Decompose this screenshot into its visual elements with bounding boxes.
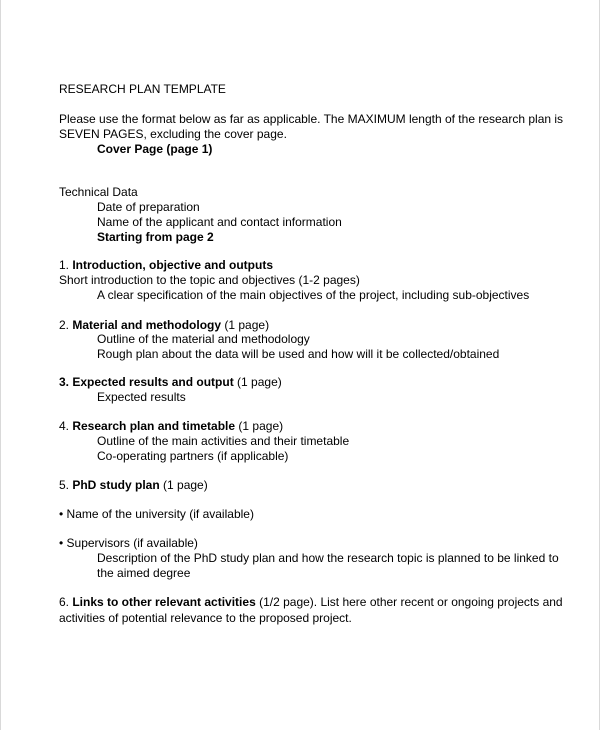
section-2-heading bbox=[59, 318, 269, 332]
section-5-bullet-supervisors: • Supervisors (if available) bbox=[59, 536, 198, 550]
section-2-line-2: Rough plan about the data will be used and how will it be collected/obtained bbox=[97, 347, 500, 361]
section-1-heading bbox=[59, 258, 273, 272]
section-pages: (1 page) bbox=[235, 419, 284, 433]
section-text: (1/2 page). List here other recent or ongoing projects and bbox=[255, 595, 563, 609]
document-title: RESEARCH PLAN TEMPLATE bbox=[59, 82, 226, 96]
section-number: 6. bbox=[59, 595, 73, 609]
section-pages: (1 page) bbox=[221, 318, 270, 332]
section-1-line-2: A clear specification of the main objectives of the project, including sub-objectives bbox=[97, 288, 530, 302]
section-5-line-2: the aimed degree bbox=[97, 566, 191, 580]
technical-data-heading: Technical Data bbox=[59, 185, 138, 199]
section-number: 2. bbox=[59, 318, 73, 332]
section-title: Research plan and timetable bbox=[72, 419, 236, 433]
section-4-line-1: Outline of the main activities and their timetable bbox=[97, 434, 350, 448]
section-2-line-1: Outline of the material and methodology bbox=[97, 332, 310, 346]
section-1-line-1: Short introduction to the topic and objectives (1-2 pages) bbox=[59, 273, 360, 287]
section-title: 3. Expected results and output bbox=[59, 375, 234, 389]
section-title: Introduction, objective and outputs bbox=[72, 258, 274, 272]
section-3-line-1: Expected results bbox=[97, 390, 186, 404]
section-number: 5. bbox=[59, 478, 73, 492]
section-4-line-2: Co-operating partners (if applicable) bbox=[97, 449, 289, 463]
section-6-line-2: activities of potential relevance to the proposed project. bbox=[59, 611, 352, 625]
section-3-heading bbox=[59, 375, 282, 389]
technical-data-item: Name of the applicant and contact information bbox=[97, 215, 342, 229]
section-pages: (1 page) bbox=[159, 478, 208, 492]
section-5-bullet-university: • Name of the university (if available) bbox=[59, 507, 254, 521]
section-5-heading bbox=[59, 478, 208, 492]
starting-page-heading: Starting from page 2 bbox=[97, 230, 214, 244]
section-number: 4. bbox=[59, 419, 73, 433]
section-4-heading bbox=[59, 419, 283, 433]
cover-page-heading: Cover Page (page 1) bbox=[97, 142, 213, 156]
section-title: Links to other relevant activities bbox=[72, 595, 256, 609]
intro-line-1: Please use the format below as far as applicable. The MAXIMUM length of the research plan is bbox=[59, 112, 564, 126]
section-6-heading bbox=[59, 595, 563, 609]
intro-line-2: SEVEN PAGES, excluding the cover page. bbox=[59, 127, 287, 141]
section-title: PhD study plan bbox=[72, 478, 160, 492]
section-number: 1. bbox=[59, 258, 73, 272]
section-pages: (1 page) bbox=[233, 375, 282, 389]
section-title: Material and methodology bbox=[72, 318, 222, 332]
technical-data-item: Date of preparation bbox=[97, 200, 200, 214]
section-5-line-1: Description of the PhD study plan and how the research topic is planned to be linked to bbox=[97, 551, 559, 565]
